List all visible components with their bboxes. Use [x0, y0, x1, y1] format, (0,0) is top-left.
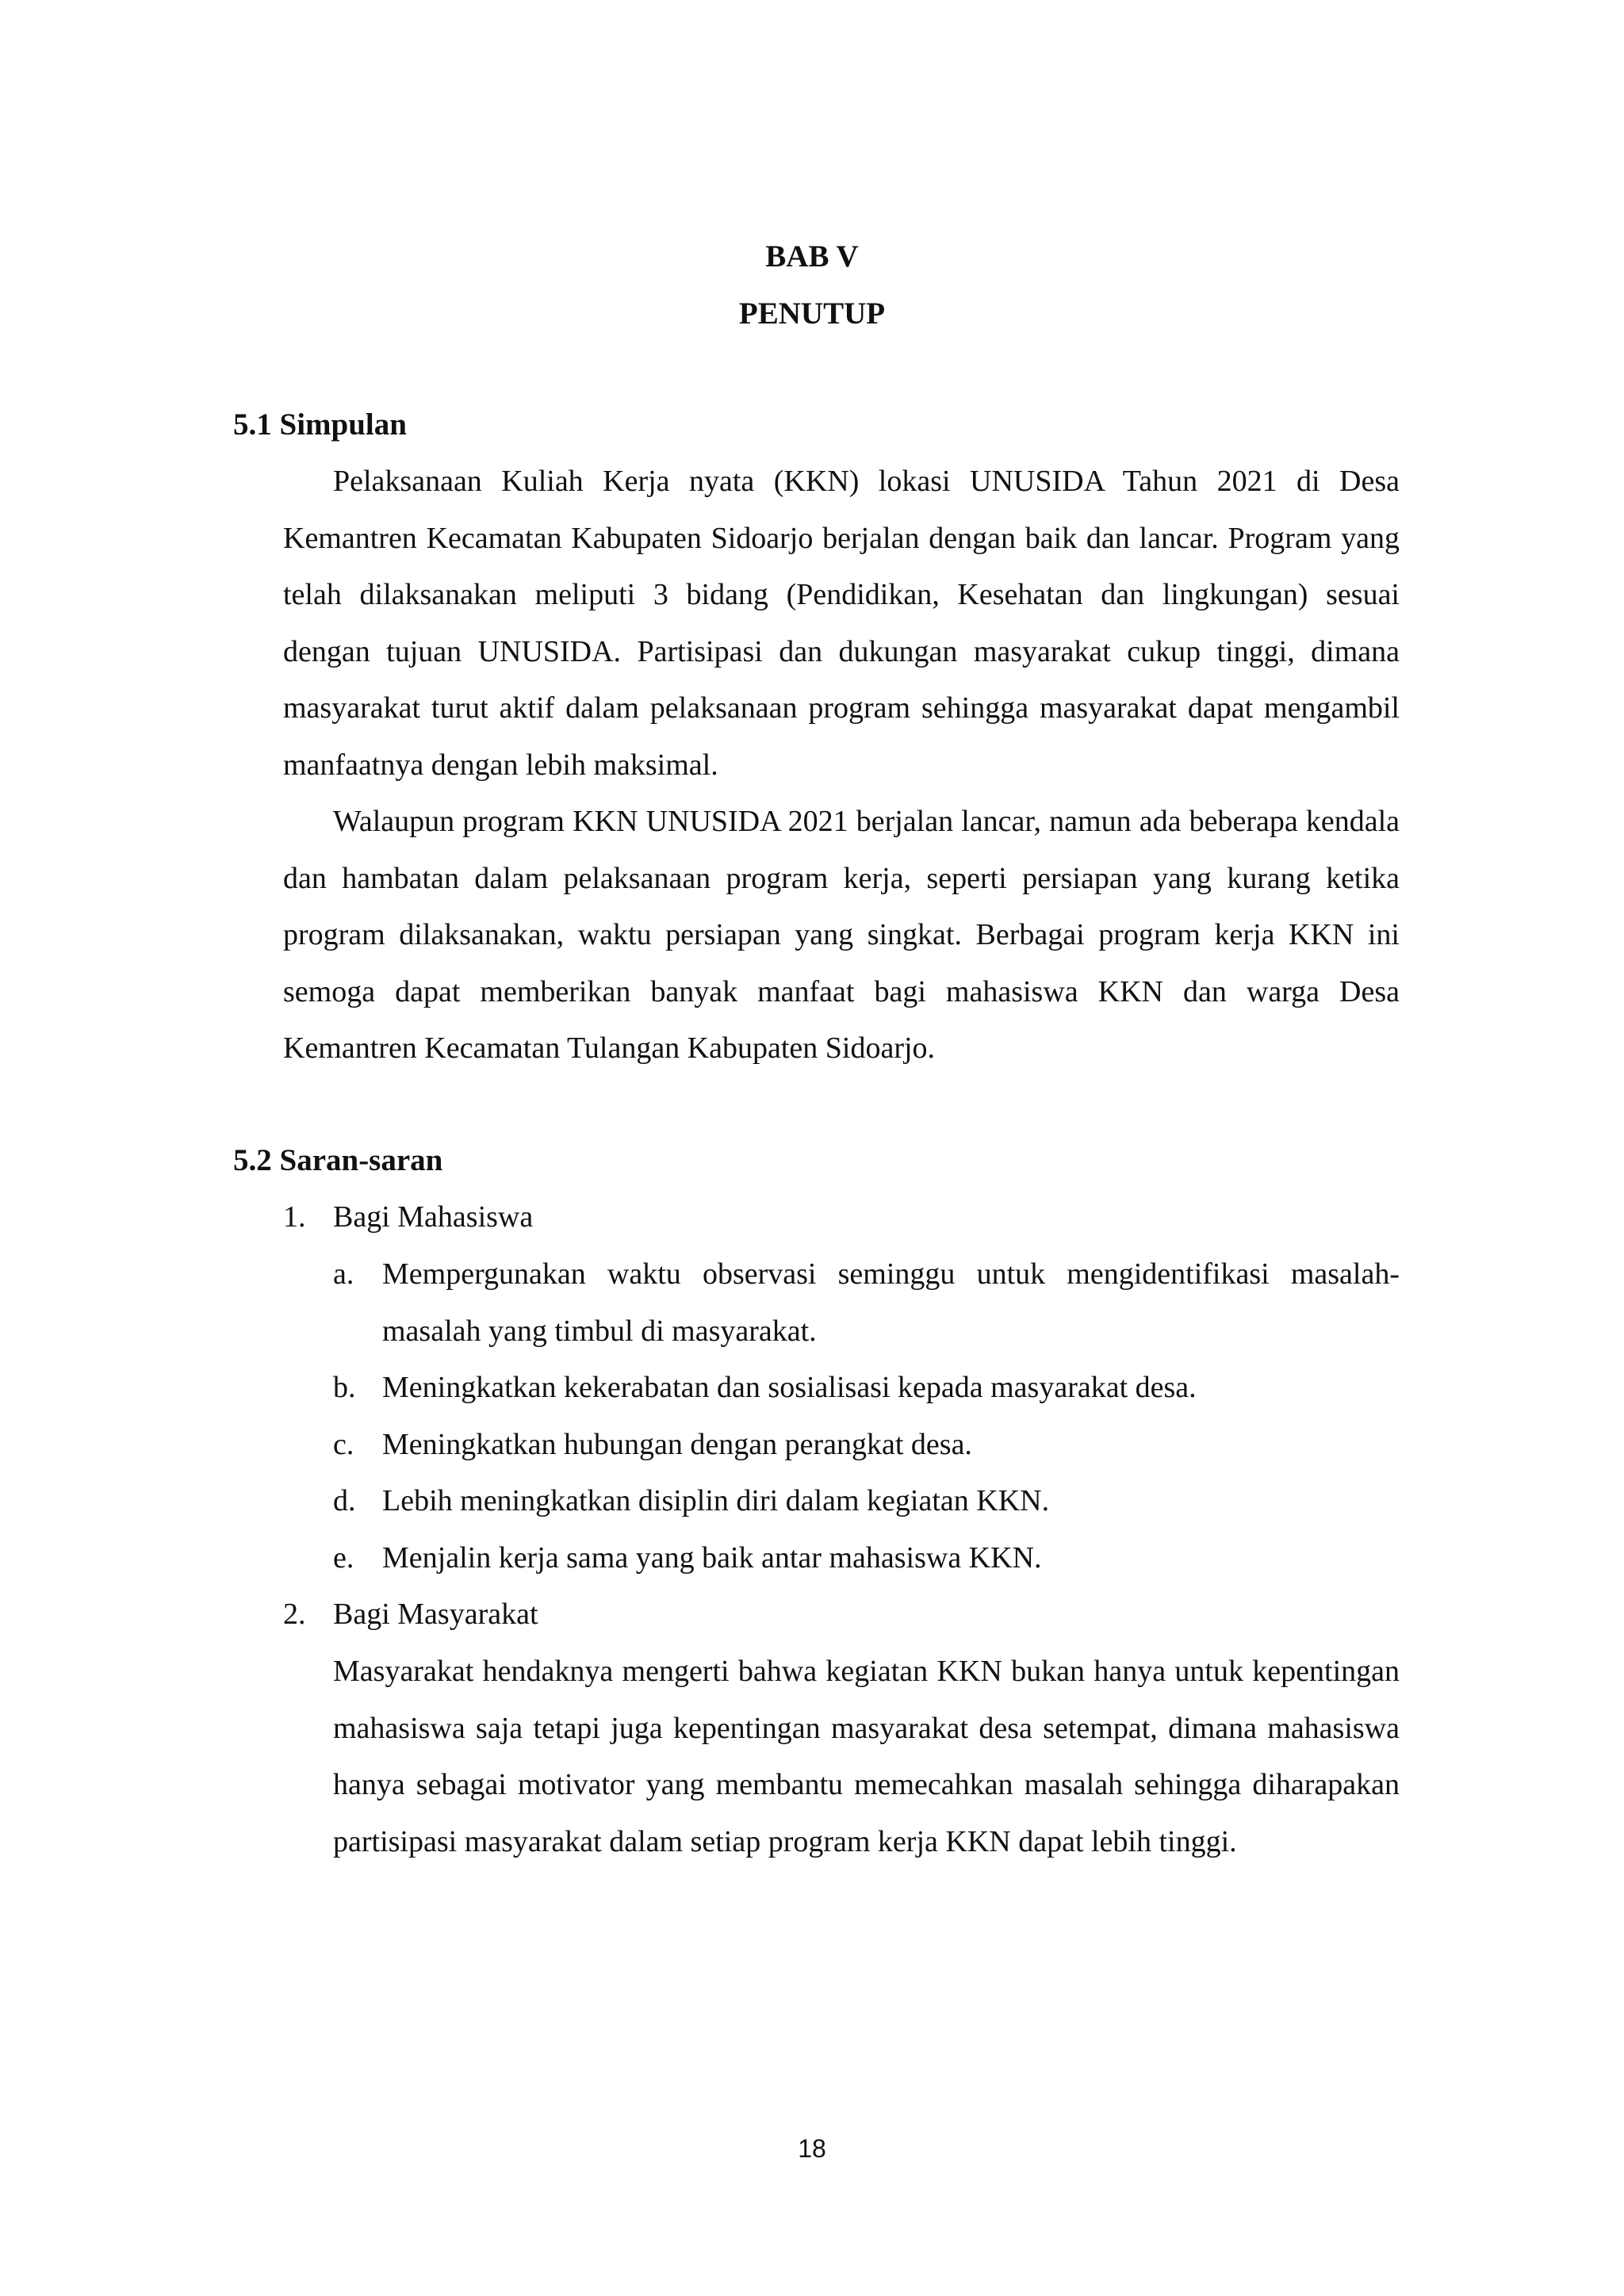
list-number: 2.	[283, 1598, 306, 1631]
list-item-paragraph: Masyarakat hendaknya mengerti bahwa kegiatan KKN bukan hanya untuk kepentingan mahasiswa saja tetapi juga kepentingan masyarakat desa setempat, dimana mahasiswa hanya sebagai motivator yang membantu memecahkan masalah sehingga diharapakan partisipasi masyarakat dalam setiap program kerja KKN dapat lebih tinggi.	[333, 1655, 1400, 1858]
sublist-letter: a.	[333, 1257, 354, 1291]
sublist-item: Menjalin kerja sama yang baik antar mahasiswa KKN.	[382, 1541, 1042, 1575]
sublist-letter: c.	[333, 1428, 354, 1461]
chapter-title: PENUTUP	[738, 297, 886, 331]
paragraph-simpulan-1: Pelaksanaan Kuliah Kerja nyata (KKN) lokasi UNUSIDA Tahun 2021 di Desa Kemantren Kecamatan Kabupaten Sidoarjo berjalan dengan baik dan lancar. Program yang telah dilaksanakan meliputi 3 bidang (Pendidikan, Kesehatan dan lingkungan) sesuai dengan tujuan UNUSIDA. Partisipasi dan dukungan masyarakat cukup tinggi, dimana masyarakat turut aktif dalam pelaksanaan program sehingga masyarakat dapat mengambil manfaatnya dengan lebih maksimal.	[283, 465, 1400, 782]
page-number: 18	[798, 2134, 826, 2163]
sublist-item: Mempergunakan waktu observasi seminggu untuk mengidentifikasi masalah-masalah yang timbul di masyarakat.	[382, 1257, 1400, 1348]
paragraph-simpulan-2: Walaupun program KKN UNUSIDA 2021 berjalan lancar, namun ada beberapa kendala dan hambatan dalam pelaksanaan program kerja, seperti persiapan yang kurang ketika program dilaksanakan, waktu persiapan yang singkat. Berbagai program kerja KKN ini semoga dapat memberikan banyak manfaat bagi mahasiswa KKN dan warga Desa Kemantren Kecamatan Tulangan Kabupaten Sidoarjo.	[283, 805, 1400, 1065]
sublist-item: Lebih meningkatkan disiplin diri dalam kegiatan KKN.	[382, 1484, 1050, 1517]
chapter-number: BAB V	[765, 239, 859, 274]
sublist-item: Meningkatkan hubungan dengan perangkat desa.	[382, 1428, 972, 1461]
sublist-item: Meningkatkan kekerabatan dan sosialisasi kepada masyarakat desa.	[382, 1371, 1197, 1404]
list-number: 1.	[283, 1200, 306, 1234]
section-heading-simpulan: 5.1 Simpulan	[233, 408, 407, 442]
sublist-letter: d.	[333, 1484, 356, 1517]
list-item-label: Bagi Mahasiswa	[333, 1200, 534, 1234]
section-heading-saran: 5.2 Saran-saran	[233, 1143, 443, 1177]
sublist-letter: e.	[333, 1541, 354, 1575]
list-item-label: Bagi Masyarakat	[333, 1598, 538, 1631]
sublist-letter: b.	[333, 1371, 356, 1404]
